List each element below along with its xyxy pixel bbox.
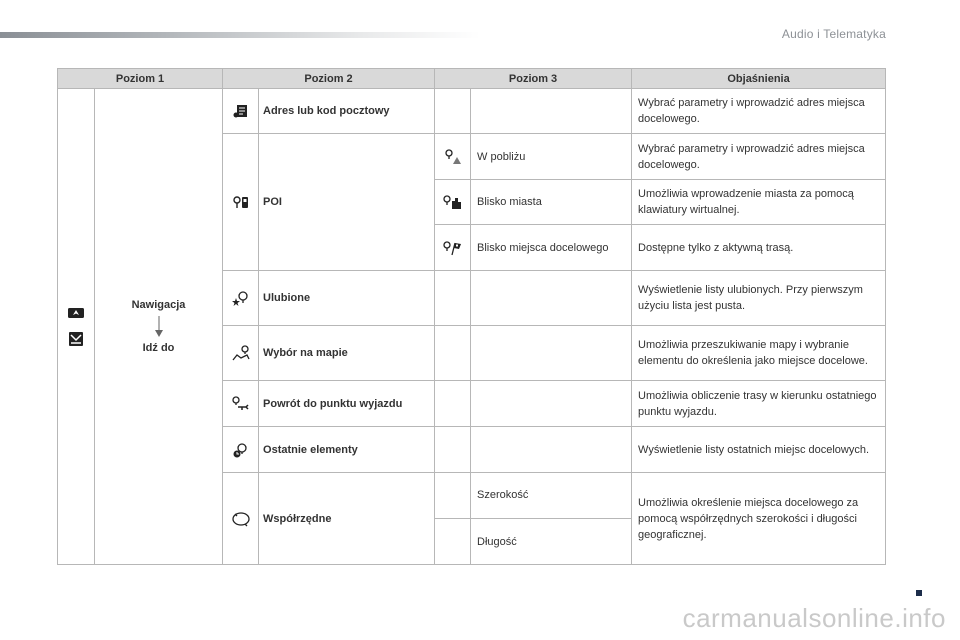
header-level-1: Poziom 1 (58, 69, 223, 89)
header-explanations: Objaśnienia (632, 69, 886, 89)
watermark-text: carmanualsonline.info (682, 603, 946, 633)
arrow-down-icon (154, 316, 164, 338)
level2-address: Adres lub kod pocztowy (259, 89, 435, 134)
level2-icon-cell (223, 134, 259, 271)
header-level-3: Poziom 3 (435, 69, 632, 89)
level3-city: Blisko miasta (471, 180, 632, 225)
level1-icons-cell (58, 89, 95, 565)
level2-icon-cell (223, 271, 259, 326)
level1-label-goto: Idź do (142, 342, 175, 354)
description-address: Wybrać parametry i wprowadzić adres miejsca docelowego. (632, 89, 886, 134)
header-gradient-bar (0, 32, 480, 38)
return-icon (231, 395, 251, 413)
navigation-icon (67, 306, 85, 320)
description-city: Umożliwia wprowadzenie miasta za pomocą klawiatury wirtualnej. (632, 180, 886, 225)
level3-latitude: Szerokość (471, 473, 632, 519)
city-icon (443, 194, 463, 210)
map-select-icon (231, 344, 251, 362)
header-level-2: Poziom 2 (223, 69, 435, 89)
level2-map-select: Wybór na mapie (259, 326, 435, 381)
table-header-row (58, 69, 886, 89)
poi-icon (232, 194, 250, 210)
level2-return: Powrót do punktu wyjazdu (259, 381, 435, 427)
favorites-icon (232, 289, 250, 307)
destination-flag-icon (443, 240, 463, 256)
level3-nearby: W pobliżu (471, 134, 632, 180)
level2-recent: Ostatnie elementy (259, 427, 435, 473)
description-coordinates: Umożliwia określenie miejsca docelowego za pomocą współrzędnych szerokości i długości geograficznej. (632, 473, 886, 565)
level2-icon-cell (223, 89, 259, 134)
description-favorites: Wyświetlenie listy ulubionych. Przy pierwszym użyciu lista jest pusta. (632, 271, 886, 326)
level3-destination: Blisko miejsca docelowego (471, 225, 632, 271)
page-marker (916, 590, 922, 596)
address-icon (233, 103, 249, 119)
recent-icon (232, 441, 250, 459)
navigation-menu-table (57, 68, 886, 565)
level2-icon-cell (223, 381, 259, 427)
level3-icon-cell (435, 225, 471, 271)
level1-label-navigation: Nawigacja (131, 299, 186, 311)
description-destination: Dostępne tylko z aktywną trasą. (632, 225, 886, 271)
coordinates-icon (231, 510, 251, 528)
level3-icon-cell (435, 180, 471, 225)
level1-cell (95, 89, 223, 565)
level3-icon-cell (435, 134, 471, 180)
level3-longitude: Długość (471, 519, 632, 565)
level2-icon-cell (223, 427, 259, 473)
level2-favorites: Ulubione (259, 271, 435, 326)
table-row (58, 89, 886, 134)
nearby-icon (444, 148, 462, 166)
section-title: Audio i Telematyka (781, 27, 886, 41)
description-nearby: Wybrać parametry i wprowadzić adres miejsca docelowego. (632, 134, 886, 180)
description-return: Umożliwia obliczenie trasy w kierunku ostatniego punktu wyjazdu. (632, 381, 886, 427)
level2-icon-cell (223, 473, 259, 565)
goto-map-icon (68, 330, 84, 348)
level2-poi: POI (259, 134, 435, 271)
description-map-select: Umożliwia przeszukiwanie mapy i wybranie elementu do określenia jako miejsce docelowe. (632, 326, 886, 381)
level2-coordinates: Współrzędne (259, 473, 435, 565)
description-recent: Wyświetlenie listy ostatnich miejsc docelowych. (632, 427, 886, 473)
level2-icon-cell (223, 326, 259, 381)
